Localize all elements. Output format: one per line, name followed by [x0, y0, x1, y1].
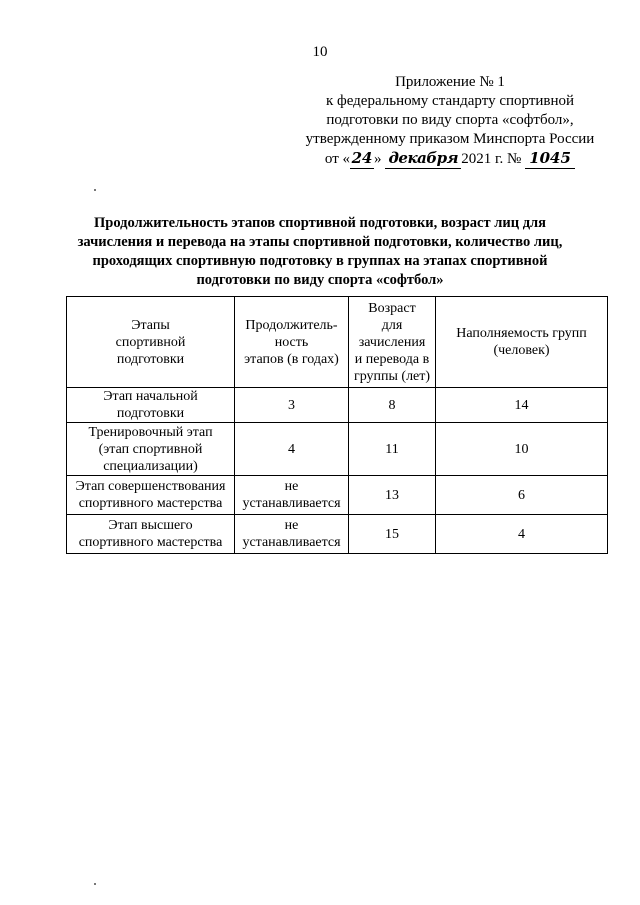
scan-mark [94, 883, 96, 885]
table-row [67, 388, 608, 423]
appendix-line-3: подготовки по виду спорта «софтбол», [326, 112, 574, 128]
stage-duration: 4 [235, 423, 349, 476]
stage-group-size: 6 [436, 476, 608, 515]
appendix-line-2: к федеральному стандарту спортивной [325, 93, 575, 109]
header-age: Возраст для зачисления и перевода в группы (лет) [349, 297, 436, 388]
appendix-header [300, 73, 600, 169]
stage-group-size: 10 [436, 423, 608, 476]
stage-name: Тренировочный этап (этап спортивной специализации) [67, 423, 235, 476]
stage-name: Этап начальной подготовки [67, 388, 235, 423]
table-header-row [67, 297, 608, 388]
handwritten-month: декабря [385, 149, 461, 169]
appendix-line-4: утвержденному приказом Минспорта России [305, 131, 595, 147]
stage-age: 11 [349, 423, 436, 476]
stage-group-size: 4 [436, 515, 608, 554]
stage-duration: не устанавливается [235, 515, 349, 554]
page-number: 10 [312, 44, 328, 60]
date-mid: » [374, 151, 382, 167]
appendix-line-1: Приложение № 1 [395, 74, 505, 90]
appendix-date-line [300, 149, 600, 169]
table-row [67, 423, 608, 476]
handwritten-order-number: 1045 [525, 149, 575, 169]
handwritten-day: 24 [351, 149, 373, 167]
header-group-size: Наполняемость групп (человек) [436, 297, 608, 388]
header-stages: Этапы спортивной подготовки [67, 297, 235, 388]
stage-group-size: 14 [436, 388, 608, 423]
stage-duration: 3 [235, 388, 349, 423]
year-text: 2021 г. № [461, 151, 522, 167]
stages-table [66, 296, 608, 554]
table-row [67, 515, 608, 554]
stage-name: Этап высшего спортивного мастерства [67, 515, 235, 554]
stage-age: 8 [349, 388, 436, 423]
date-prefix: от « [324, 151, 351, 167]
scan-mark [94, 189, 96, 191]
stage-duration: не устанавливается [235, 476, 349, 515]
table-row [67, 476, 608, 515]
document-title: Продолжительность этапов спортивной подготовки, возраст лиц для зачисления и перевода на этапы спортивной подготовки, количество лиц, проходящих спортивную подготовку в группах на этапах спортивной подготовки по виду спорта «софтбол» [77, 215, 563, 288]
stage-name: Этап совершенствования спортивного мастерства [67, 476, 235, 515]
header-duration: Продолжитель- ность этапов (в годах) [235, 297, 349, 388]
stage-age: 15 [349, 515, 436, 554]
stage-age: 13 [349, 476, 436, 515]
